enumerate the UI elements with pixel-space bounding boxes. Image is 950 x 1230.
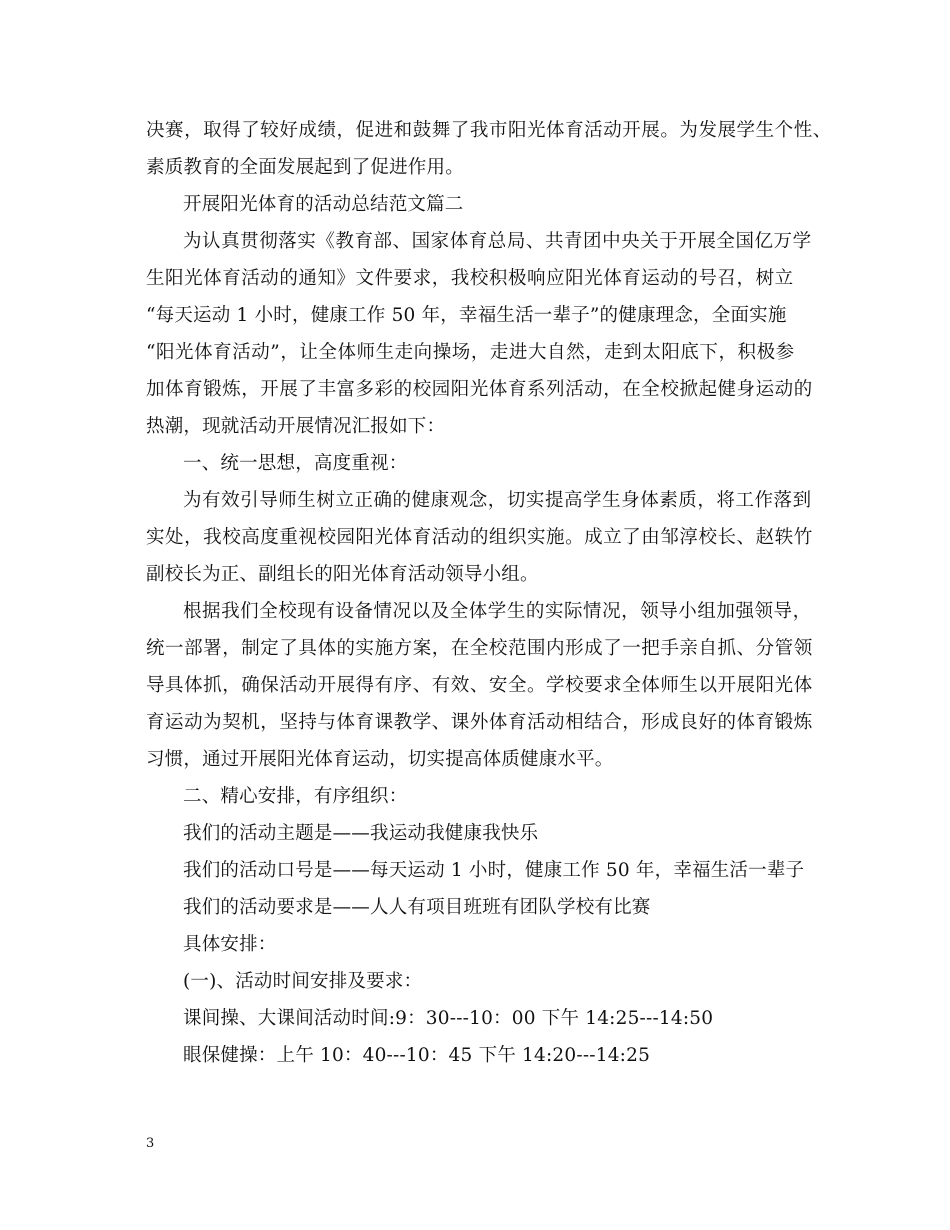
section-heading: 开展阳光体育的活动总结范文篇二	[183, 194, 464, 215]
paragraph-line-15: 统一部署，制定了具体的实施方案，在全校范围内形成了一把手亲自抓、分管领	[146, 638, 813, 659]
activity-slogan: 我们的活动口号是——每天运动 1 小时，健康工作 50 年，幸福生活一辈子	[183, 860, 805, 881]
paragraph-line-12: 实处，我校高度重视校园阳光体育活动的组织实施。成立了由邹淳校长、赵轶竹	[146, 527, 813, 548]
paragraph-line-8: 加体育锻炼，开展了丰富多彩的校园阳光体育系列活动，在全校掀起健身运动的	[146, 379, 813, 400]
schedule-eye-exercise-time: 眼保健操：上午 10：40---10：45 下午 14:20---14:25	[183, 1045, 651, 1066]
paragraph-line-16: 导具体抓，确保活动开展得有序、有效、安全。学校要求全体师生以开展阳光体	[146, 675, 813, 696]
activity-theme: 我们的活动主题是——我运动我健康我快乐	[183, 823, 539, 844]
paragraph-line-11: 为有效引导师生树立正确的健康观念，切实提高学生身体素质，将工作落到	[183, 490, 812, 511]
paragraph-line-14: 根据我们全校现有设备情况以及全体学生的实际情况，领导小组加强领导，	[183, 601, 812, 622]
paragraph-line-7: “阳光体育活动”，让全体师生走向操场，走进大自然，走到太阳底下，积极参	[146, 342, 795, 363]
paragraph-line-9: 热潮，现就活动开展情况汇报如下：	[146, 416, 446, 437]
paragraph-line-2: 素质教育的全面发展起到了促进作用。	[146, 157, 464, 178]
paragraph-line-17: 育运动为契机，坚持与体育课教学、课外体育活动相结合，形成良好的体育锻炼	[146, 712, 813, 733]
paragraph-line-4: 为认真贯彻落实《教育部、国家体育总局、共青团中央关于开展全国亿万学	[183, 231, 812, 252]
paragraph-line-1: 决赛，取得了较好成绩，促进和鼓舞了我市阳光体育活动开展。为发展学生个性、	[146, 120, 832, 141]
paragraph-line-6: “每天运动 1 小时，健康工作 50 年，幸福生活一辈子”的健康理念，全面实施	[146, 305, 787, 326]
paragraph-line-13: 副校长为正、副组长的阳光体育活动领导小组。	[146, 564, 539, 585]
subheading-1: 一、统一思想，高度重视：	[183, 453, 408, 474]
page-number: 3	[146, 1136, 155, 1151]
paragraph-line-18: 习惯，通过开展阳光体育运动，切实提高体质健康水平。	[146, 749, 614, 770]
paragraph-line-5: 生阳光体育活动的通知》文件要求，我校积极响应阳光体育运动的号召，树立	[146, 268, 794, 289]
subheading-2: 二、精心安排，有序组织：	[183, 786, 408, 807]
arrangement-label: 具体安排：	[183, 934, 277, 955]
schedule-heading: (一)、活动时间安排及要求：	[183, 971, 423, 992]
activity-requirement: 我们的活动要求是——人人有项目班班有团队学校有比赛	[183, 897, 651, 918]
schedule-exercise-time: 课间操、大课间活动时间:9：30---10：00 下午 14:25---14:50	[183, 1008, 714, 1029]
